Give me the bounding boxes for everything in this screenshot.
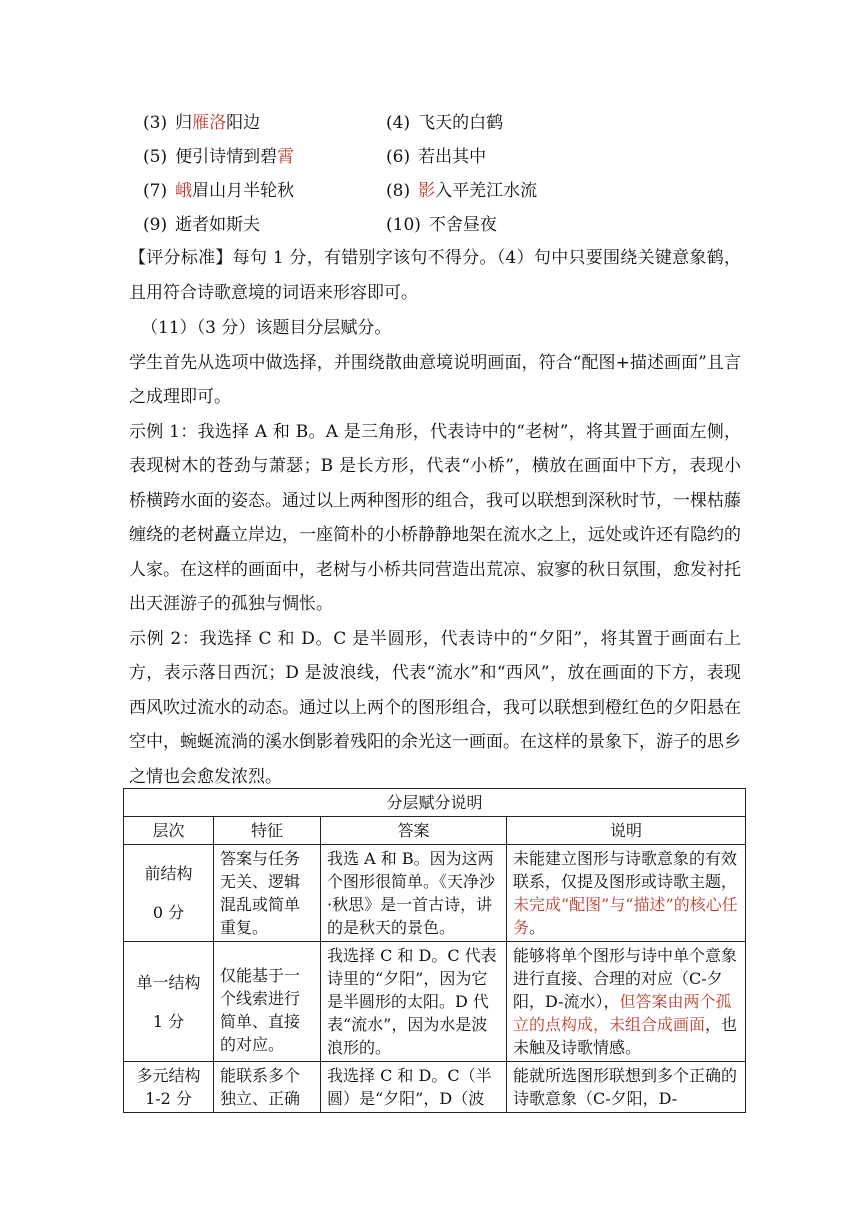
header-level: 层次: [124, 817, 214, 845]
level-name: 单一结构: [136, 972, 201, 992]
table-caption: 分层赋分说明: [124, 789, 746, 817]
text-span: ，也未触及诗歌情感。: [513, 1015, 738, 1057]
answer-number: (3): [143, 113, 168, 133]
text-span: 入平羌江水流: [435, 181, 538, 201]
level-cell: [124, 845, 214, 942]
answer-number: (7): [143, 181, 168, 201]
corrected-text: 峨: [175, 181, 193, 201]
answer-number: (4): [386, 113, 411, 133]
answer-number: (8): [386, 181, 411, 201]
level-score: 1-2 分: [145, 1089, 192, 1108]
answer-cell: 我选择 C 和 D。C（半圆）是“夕阳”，D（波: [321, 1062, 507, 1113]
answer-number: (6): [386, 147, 411, 167]
q11-intro: 学生首先从选项中做选择，并围绕散曲意境说明画面，符合“配图+描述画面”且言之成理即可。: [129, 352, 741, 407]
corrected-text: 雁洛: [192, 113, 227, 133]
answer-cell: 我选 A 和 B。因为这两个图形很简单。《天净沙·秋思》是一首古诗，讲的是秋天的景色。: [321, 845, 507, 942]
answer-second: [386, 210, 497, 240]
explain-cell: [507, 942, 746, 1062]
q11-head: （11）（3 分）该题目分层赋分。: [141, 318, 392, 338]
level-name: 前结构: [144, 864, 193, 883]
text-span: 便引诗情到碧: [175, 147, 278, 167]
answer-number: (9): [143, 215, 168, 235]
answer-number: (5): [143, 147, 168, 167]
answer-row: [143, 108, 504, 138]
answer-number: (10): [386, 215, 421, 235]
answer-row: [143, 210, 497, 240]
header-explain: 说明: [507, 817, 746, 845]
text-span: 归: [175, 113, 193, 133]
header-answer: 答案: [321, 817, 507, 845]
header-feature: 特征: [214, 817, 321, 845]
text-span: 阳边: [226, 113, 261, 133]
table-row: [124, 1062, 746, 1113]
feature-cell: 仅能基于一个线索进行简单、直接的对应。: [214, 942, 321, 1062]
text-span: 飞天的白鹤: [418, 113, 504, 133]
level-score: 0 分: [152, 903, 185, 922]
text-span: 逝者如斯夫: [175, 215, 261, 235]
answer-row: [143, 176, 538, 206]
corrected-text: 霄: [277, 147, 295, 167]
corrected-text: 未完成“配图”与“描述”的核心任务: [513, 895, 738, 937]
text-span: 。: [529, 918, 546, 937]
scoring-standard: [129, 241, 741, 310]
level-cell: [124, 942, 214, 1062]
level-cell: [124, 1062, 214, 1113]
feature-cell: 能联系多个独立、正确: [214, 1062, 321, 1113]
text-span: 不舍昼夜: [428, 215, 497, 235]
explain-cell: [507, 845, 746, 942]
feature-cell: 答案与任务无关、逻辑混乱或简单重复。: [214, 845, 321, 942]
text-span: 若出其中: [418, 147, 487, 167]
example-1: 示例 1：我选择 A 和 B。A 是三角形，代表诗中的“老树”，将其置于画面左侧，表现树木的苍劲与萧瑟；B 是长方形，代表“小桥”，横放在画面中下方，表现小桥横跨水面的姿态。通过以上两种图形的组合，我可以联想到深秋时节，一棵枯藤缠绕的老树矗立岸边，一座简朴的小桥静静地架在流水之上，远处或许还有隐约的人家。在这样的画面中，老树与小桥共同营造出荒凉、寂寥的秋日氛围，愈发衬托出天涯游子的孤独与惆怅。: [129, 421, 741, 614]
answer-cell: 我选择 C 和 D。C 代表诗里的“夕阳”，因为它是半圆形的太阳。D 代表“流水”，因为水是波浪形的。: [321, 942, 507, 1062]
answer-row: [143, 142, 487, 172]
answer-second: [386, 108, 503, 138]
text-span: 能就所选图形联想到多个正确的诗歌意象（C-夕阳，D-: [513, 1066, 738, 1108]
scoring-note: 【评分标准】每句 1 分，有错别字该句不得分。（4）句中只要围绕关键意象鹤，且用符合诗歌意境的词语来形容即可。: [129, 248, 741, 303]
table-row: [124, 845, 746, 942]
corrected-text: 但答案由两个孤立的点构成，未组合成画面: [513, 992, 732, 1034]
answer-second: [386, 176, 537, 206]
rubric-table: [123, 788, 746, 1113]
corrected-text: 影: [418, 181, 436, 201]
explain-cell: [507, 1062, 746, 1113]
table-header-row: [124, 817, 746, 845]
example-2: 示例 2：我选择 C 和 D。C 是半圆形，代表诗中的“夕阳”，将其置于画面右上方，表示落日西沉；D 是波浪线，代表“流水”和“西风”，放在画面的下方，表现西风吹过流水的动态。通过以上两个的图形组合，我可以联想到橙红色的夕阳悬在空中，蜿蜒流淌的溪水倒影着残阳的余光这一画面。在这样的景象下，游子的思乡之情也会愈发浓烈。: [129, 628, 741, 787]
answer-second: [386, 142, 486, 172]
level-score: 1 分: [152, 1011, 185, 1031]
text-span: 眉山月半轮秋: [192, 181, 295, 201]
question-11: [129, 311, 741, 794]
text-span: 能够将单个图形与诗中单个意象进行直接、合理的对应（C-夕阳，D-流水），: [513, 946, 738, 1011]
level-name: 多元结构: [136, 1066, 201, 1085]
text-span: 未能建立图形与诗歌意象的有效联系，仅提及图形或诗歌主题，: [513, 849, 738, 891]
table-row: [124, 942, 746, 1062]
